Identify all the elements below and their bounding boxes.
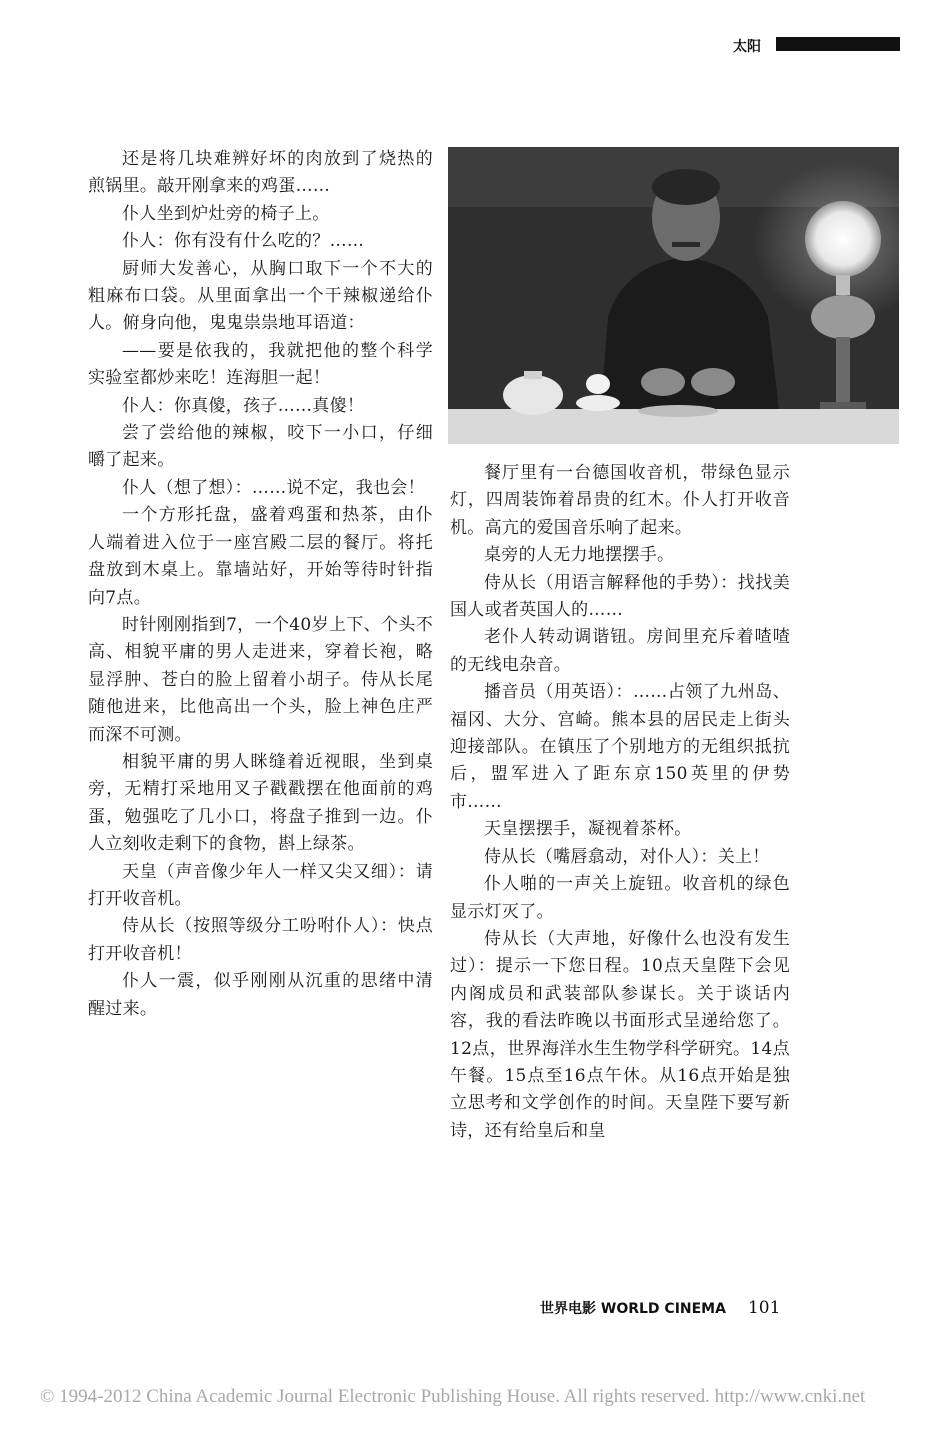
paragraph: 播音员（用英语）：……占领了九州岛、福冈、大分、宫崎。熊本县的居民走上街头迎接部队。在镇压了个别地方的无组织抵抗后，盟军进入了距东京150英里的伊势市……: [450, 682, 790, 812]
section-title: 太阳: [733, 39, 761, 55]
journal-name: 世界电影 WORLD CINEMA: [540, 1301, 726, 1317]
page-footer: [540, 1298, 780, 1318]
paragraph: 侍从长（按照等级分工吩咐仆人）：快点打开收音机！: [88, 916, 433, 964]
paragraph: 侍从长（嘴唇翕动，对仆人）：关上！: [484, 846, 770, 867]
left-column: [88, 146, 433, 1023]
paragraph: 侍从长（用语言解释他的手势）：找找美国人或者英国人的……: [450, 572, 790, 621]
paragraph: 天皇（声音像少年人一样又尖又细）：请打开收音机。: [88, 861, 433, 909]
paragraph: 一个方形托盘，盛着鸡蛋和热茶，由仆人端着进入位于一座宫殿二层的餐厅。将托盘放到木桌上。靠墙站好，开始等待时针指向7点。: [88, 505, 433, 608]
film-still-image: [448, 147, 899, 444]
paragraph: 桌旁的人无力地摆摆手。: [484, 545, 675, 566]
paragraph: 仆人：你有没有什么吃的？……: [122, 231, 365, 252]
paragraph: 老仆人转动调谐钮。房间里充斥着喳喳的无线电杂音。: [450, 627, 790, 675]
paragraph: 相貌平庸的男人眯缝着近视眼，坐到桌旁，无精打采地用叉子戳戳摆在他面前的鸡蛋，勉强吃了几小口，将盘子推到一边。仆人立刻收走剩下的食物，斟上绿茶。: [88, 751, 433, 855]
header-bar: [776, 37, 900, 51]
paragraph: 时针刚刚指到7，一个40岁上下、个头不高、相貌平庸的男人走进来，穿着长袍，略显浮肿、苍白的脸上留着小胡子。侍从长尾随他进来，比他高出一个头，脸上神色庄严而深不可测。: [88, 614, 433, 745]
right-column: [450, 460, 790, 1145]
paragraph: 仆人啪的一声关上旋钮。收音机的绿色显示灯灭了。: [450, 874, 790, 922]
paragraph: 侍从长（大声地，好像什么也没有发生过）：提示一下您日程。10点天皇陛下会见内阁成员和武装部队参谋长。关于谈话内容，我的看法昨晚以书面形式呈递给您了。12点，世界海洋水生生物学科学研究。14点午餐。15点至16点午休。从16点开始是独立思考和文学创作的时间。天皇陛下要写新诗，还有给皇后和皇: [450, 928, 790, 1141]
paragraph: 仆人坐到炉灶旁的椅子上。: [122, 203, 330, 224]
copyright-notice: © 1994-2012 China Academic Journal Electronic Publishing House. All rights reserved. http://www.cnki.net: [40, 1386, 866, 1407]
paragraph: 尝了尝给他的辣椒，咬下一小口，仔细嚼了起来。: [88, 423, 433, 471]
paragraph: 仆人：你真傻，孩子……真傻！: [122, 395, 365, 416]
paragraph: ——要是依我的，我就把他的整个科学实验室都炒来吃！连海胆一起！: [88, 340, 433, 389]
paragraph: 仆人（想了想）：……说不定，我也会！: [122, 477, 425, 498]
paragraph: 仆人一震，似乎刚刚从沉重的思绪中清醒过来。: [88, 971, 433, 1019]
paragraph: 天皇摆摆手，凝视着茶杯。: [484, 819, 692, 840]
paragraph: 还是将几块难辨好坏的肉放到了烧热的煎锅里。敲开刚拿来的鸡蛋……: [88, 149, 433, 197]
page-number: 101: [747, 1298, 781, 1318]
paragraph: 餐厅里有一台德国收音机，带绿色显示灯，四周装饰着昂贵的红木。仆人打开收音机。高亢的爱国音乐响了起来。: [450, 463, 790, 538]
paragraph: 厨师大发善心，从胸口取下一个不大的粗麻布口袋。从里面拿出一个干辣椒递给仆人。俯身向他，鬼鬼祟祟地耳语道：: [88, 258, 433, 334]
film-still-photo: [448, 147, 899, 444]
